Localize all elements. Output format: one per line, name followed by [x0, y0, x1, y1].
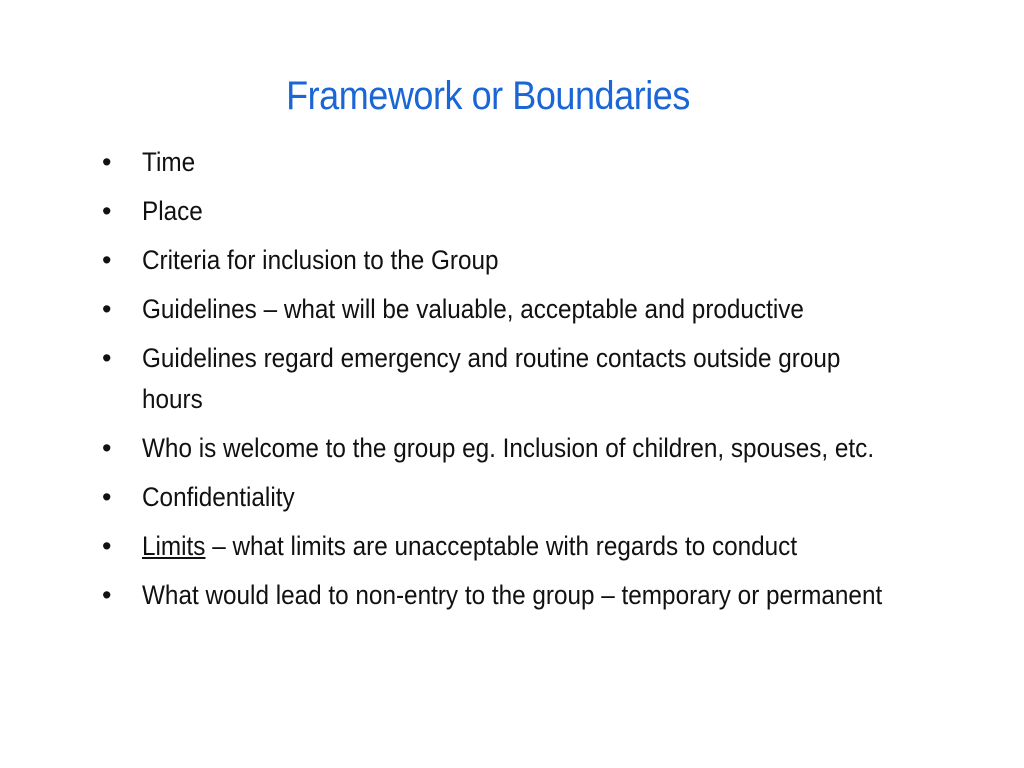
bullet-list [100, 142, 980, 624]
limits-underlined-term: Limits [142, 531, 206, 561]
bullet-item-non-entry [100, 575, 980, 616]
bullet-item-who-welcome [100, 428, 980, 469]
bullet-icon: • [102, 147, 112, 177]
bullet-icon: • [102, 196, 112, 226]
bullet-text: Criteria for inclusion to the Group [142, 245, 499, 275]
bullet-item-guidelines-valuable [100, 289, 980, 330]
bullet-icon: • [102, 245, 112, 275]
bullet-text: Who is welcome to the group eg. Inclusion of children, spouses, etc. [142, 433, 875, 463]
bullet-text [142, 526, 896, 567]
bullet-text: Place [142, 196, 203, 226]
bullet-text: Guidelines – what will be valuable, acceptable and productive [142, 294, 804, 324]
bullet-icon: • [102, 343, 112, 373]
bullet-item-place [100, 191, 980, 232]
bullet-text: Time [142, 147, 196, 177]
bullet-item-criteria [100, 240, 980, 281]
bullet-item-time [100, 142, 980, 183]
bullet-icon: • [102, 580, 112, 610]
bullet-text: Guidelines regard emergency and routine contacts outside group hours [142, 343, 841, 414]
bullet-icon: • [102, 482, 112, 512]
bullet-item-confidentiality [100, 477, 980, 518]
bullet-text: Confidentiality [142, 482, 295, 512]
bullet-icon: • [102, 433, 112, 463]
bullet-item-limits [100, 526, 980, 567]
slide-title: Framework or Boundaries [286, 74, 690, 118]
bullet-text: What would lead to non-entry to the group – temporary or permanent [142, 580, 883, 610]
bullet-item-guidelines-emergency [100, 338, 980, 420]
limits-description: – what limits are unacceptable with regards to conduct [205, 531, 798, 561]
bullet-icon: • [102, 531, 112, 561]
bullet-icon: • [102, 294, 112, 324]
